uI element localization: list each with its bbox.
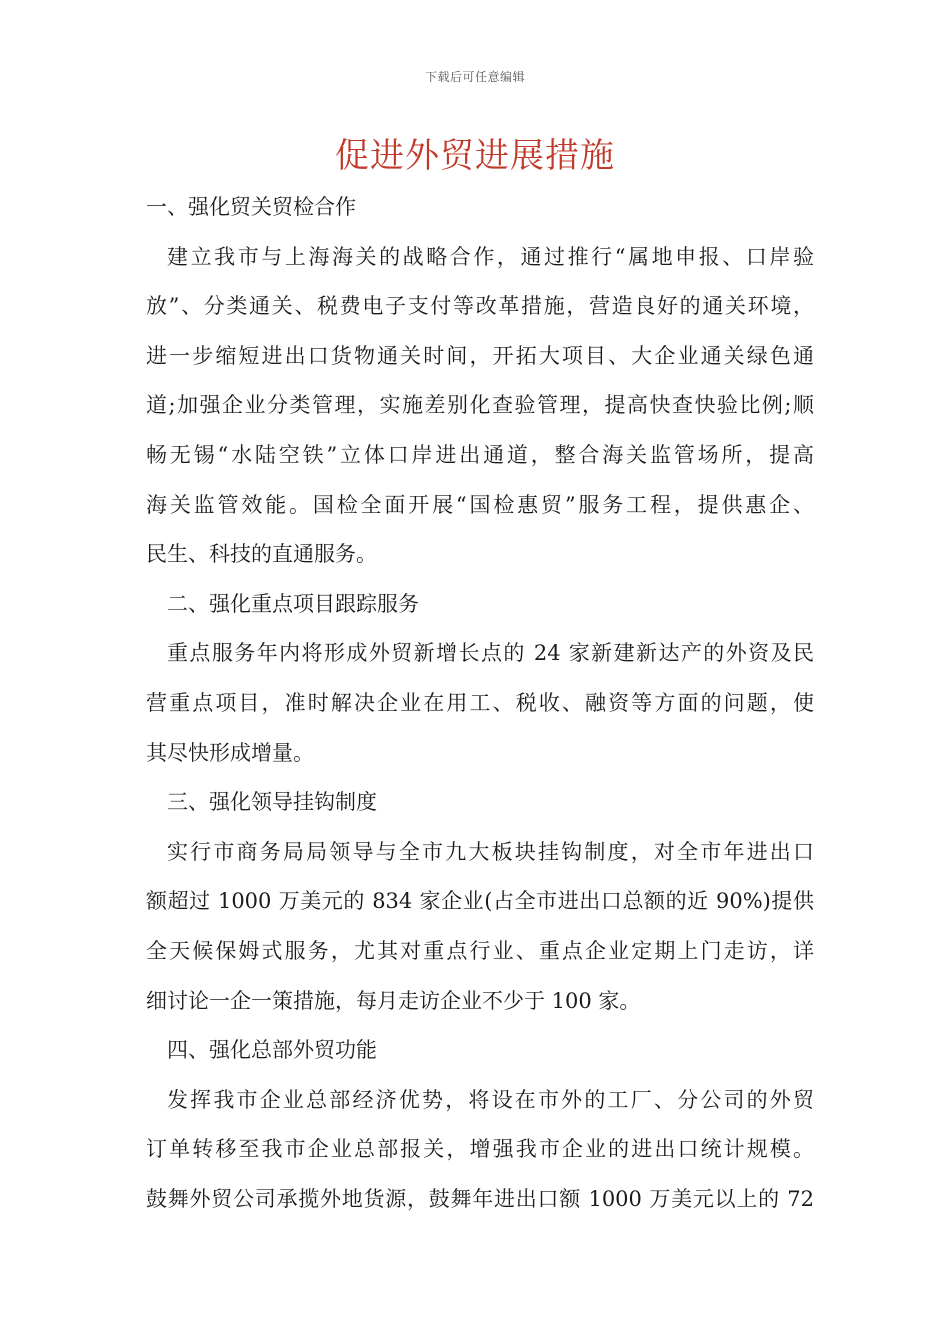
paragraph-line: 细讨论一企一策措施，每月走访企业不少于 100 家。 bbox=[146, 988, 641, 1013]
paragraph-line: 实行市商务局局领导与全市九大板块挂钩制度，对全市年进出口 bbox=[167, 839, 814, 864]
document-body bbox=[146, 183, 814, 1224]
paragraph-line: 进一步缩短进出口货物通关时间，开拓大项目、大企业通关绿色通 bbox=[146, 343, 814, 368]
paragraph-line: 建立我市与上海海关的战略合作，通过推行“属地申报、口岸验 bbox=[167, 244, 814, 269]
section-heading-4: 四、强化总部外贸功能 bbox=[167, 1038, 377, 1063]
paragraph-line: 全天候保姆式服务，尤其对重点行业、重点企业定期上门走访，详 bbox=[146, 938, 814, 963]
paragraph-line: 鼓舞外贸公司承揽外地货源，鼓舞年进出口额 1000 万美元以上的 72 bbox=[146, 1186, 814, 1211]
section-heading-2: 二、强化重点项目跟踪服务 bbox=[167, 591, 419, 616]
paragraph-line: 额超过 1000 万美元的 834 家企业(占全市进出口总额的近 90%)提供 bbox=[146, 889, 814, 914]
paragraph-line: 重点服务年内将形成外贸新增长点的 24 家新建新达产的外资及民 bbox=[167, 641, 814, 666]
paragraph-line: 放”、分类通关、税费电子支付等改革措施，营造良好的通关环境， bbox=[146, 294, 814, 319]
paragraph-line: 订单转移至我市企业总部报关，增强我市企业的进出口统计规模。 bbox=[146, 1137, 814, 1162]
paragraph-line: 海关监管效能。国检全面开展“国检惠贸”服务工程，提供惠企、 bbox=[146, 492, 814, 517]
paragraph-line: 道;加强企业分类管理，实施差别化查验管理，提高快查快验比例;顺 bbox=[146, 393, 814, 418]
paragraph-line: 其尽快形成增量。 bbox=[146, 740, 314, 765]
section-heading-3: 三、强化领导挂钩制度 bbox=[167, 790, 377, 815]
paragraph-line: 畅无锡“水陆空铁”立体口岸进出通道，整合海关监管场所，提高 bbox=[146, 442, 814, 467]
paragraph-line: 发挥我市企业总部经济优势，将设在市外的工厂、分公司的外贸 bbox=[167, 1087, 814, 1112]
section-heading-1: 一、强化贸关贸检合作 bbox=[146, 195, 356, 219]
paragraph-line: 营重点项目，准时解决企业在用工、税收、融资等方面的问题，使 bbox=[146, 690, 814, 715]
paragraph-line: 民生、科技的直通服务。 bbox=[146, 542, 377, 567]
page-header: 下载后可任意编辑 bbox=[424, 70, 525, 84]
document-title: 促进外贸进展措施 bbox=[335, 136, 615, 176]
